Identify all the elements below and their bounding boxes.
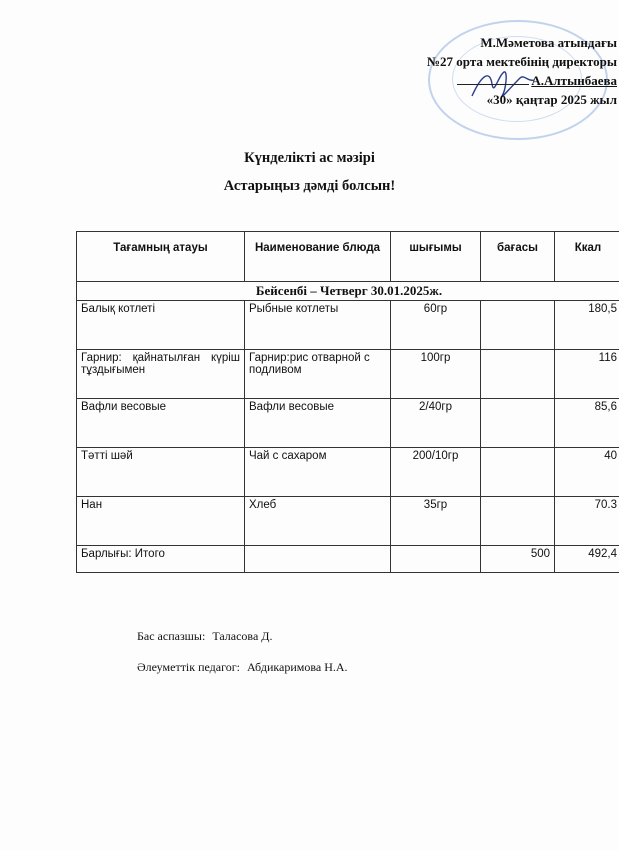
- total-label: Барлығы: Итого: [77, 546, 245, 573]
- director-name: А.Алтынбаева: [531, 73, 617, 88]
- header-dish-kz: Тағамның атауы: [77, 232, 245, 282]
- approval-date: «30» қаңтар 2025 жыл: [486, 92, 617, 107]
- cell-price: [481, 301, 555, 350]
- cell-yield: 200/10гр: [391, 448, 481, 497]
- approval-block: [427, 33, 617, 109]
- cell-price: [481, 350, 555, 399]
- table-row: [77, 301, 619, 350]
- cell-dish-kz-text: Гарнир: қайнатылған күріш тұздығымен: [81, 352, 240, 376]
- page-title: Күнделікті ас мәзірі: [244, 150, 375, 166]
- page-subtitle: Астарыңыз дәмді болсын!: [223, 178, 396, 194]
- pedagog-signature-line: [137, 660, 348, 675]
- menu-table: [76, 231, 619, 573]
- approval-line-3: [427, 71, 617, 90]
- cell-kcal: 85,6: [555, 399, 619, 448]
- day-row: [77, 282, 619, 301]
- cell-price: [481, 497, 555, 546]
- cell-price: [481, 399, 555, 448]
- chef-signature-line: [137, 629, 272, 644]
- signature-line: [457, 84, 529, 85]
- day-label: Бейсенбі – Четверг 30.01.2025ж.: [77, 282, 619, 301]
- cell-kcal: 116: [555, 350, 619, 399]
- table-row: [77, 399, 619, 448]
- total-yield: [391, 546, 481, 573]
- table-header-row: [77, 232, 619, 282]
- total-cell-ru: [245, 546, 391, 573]
- cell-yield: 35гр: [391, 497, 481, 546]
- header-kcal: Ккал: [555, 232, 619, 282]
- cell-dish-kz: [77, 350, 245, 399]
- cell-dish-ru: Чай с сахаром: [245, 448, 391, 497]
- cell-kcal: 70.3: [555, 497, 619, 546]
- header-price: бағасы: [481, 232, 555, 282]
- total-row: [77, 546, 619, 573]
- cell-dish-kz: Нан: [77, 497, 245, 546]
- approval-line-1: М.Мәметова атындағы: [480, 35, 617, 50]
- chef-role: Бас аспазшы:: [137, 629, 206, 643]
- table-row: [77, 497, 619, 546]
- pedagog-role: Әлеуметтік педагог:: [137, 660, 240, 674]
- cell-kcal: 180,5: [555, 301, 619, 350]
- cell-dish-kz: Вафли весовые: [77, 399, 245, 448]
- cell-price: [481, 448, 555, 497]
- cell-dish-ru: Хлеб: [245, 497, 391, 546]
- header-yield: шығымы: [391, 232, 481, 282]
- pedagog-name: Абдикаримова Н.А.: [247, 660, 348, 674]
- table-row: [77, 448, 619, 497]
- cell-yield: 2/40гр: [391, 399, 481, 448]
- total-price: 500: [481, 546, 555, 573]
- cell-yield: 100гр: [391, 350, 481, 399]
- total-kcal: 492,4: [555, 546, 619, 573]
- cell-dish-ru: Рыбные котлеты: [245, 301, 391, 350]
- cell-dish-ru: Гарнир:рис отварной с подливом: [245, 350, 391, 399]
- cell-kcal: 40: [555, 448, 619, 497]
- cell-dish-kz: Тәтті шәй: [77, 448, 245, 497]
- header-dish-ru: Наименование блюда: [245, 232, 391, 282]
- cell-yield: 60гр: [391, 301, 481, 350]
- table-row: [77, 350, 619, 399]
- cell-dish-kz: Балық котлеті: [77, 301, 245, 350]
- approval-line-2: №27 орта мектебінің директоры: [426, 54, 617, 69]
- chef-name: Таласова Д.: [212, 629, 273, 643]
- cell-dish-ru: Вафли весовые: [245, 399, 391, 448]
